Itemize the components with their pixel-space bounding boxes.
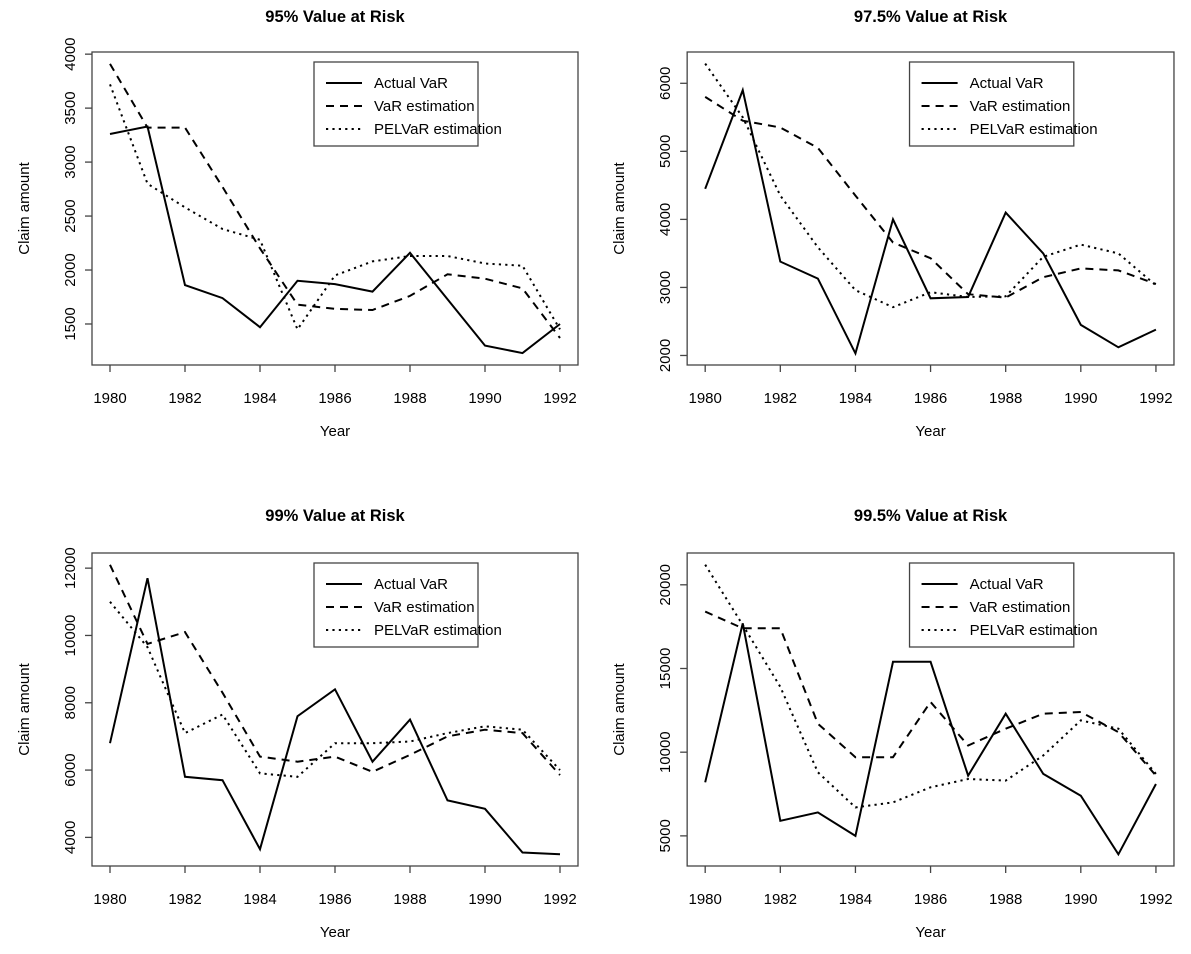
y-tick-label: 10000 [62, 614, 79, 657]
chart-panel-95-var [0, 0, 595, 477]
y-axis-title: Claim amount [611, 162, 629, 255]
y-tick-label: 4000 [62, 37, 79, 71]
x-tick-label: 1990 [468, 891, 502, 908]
legend-label: Actual VaR [374, 576, 448, 593]
y-tick-label: 3000 [657, 270, 675, 305]
chart-95-var [0, 0, 595, 477]
y-tick-label: 12000 [62, 547, 79, 590]
x-tick-label: 1988 [393, 891, 427, 908]
y-tick-label: 2000 [657, 338, 675, 373]
chart-title: 97.5% Value at Risk [853, 8, 1008, 26]
y-tick-label: 1500 [62, 307, 79, 341]
legend-label: VaR estimation [374, 599, 475, 616]
legend-label: PELVaR estimation [969, 622, 1098, 639]
y-axis-title: Claim amount [16, 162, 33, 255]
chart-panel-99-var [0, 477, 595, 954]
chart-panel-97-5-var [595, 0, 1191, 477]
y-tick-label: 3000 [62, 145, 79, 179]
x-axis-title: Year [915, 423, 946, 440]
chart-99-5-var [595, 477, 1191, 954]
x-tick-label: 1986 [913, 891, 948, 908]
x-tick-label: 1990 [468, 390, 502, 407]
x-tick-label: 1988 [988, 891, 1023, 908]
series-line-actual-var [705, 623, 1156, 854]
series-line-actual-var [110, 127, 560, 354]
x-tick-label: 1984 [838, 891, 873, 908]
chart-title: 95% Value at Risk [265, 8, 405, 26]
y-tick-label: 2000 [62, 253, 79, 287]
y-tick-label: 3500 [62, 91, 79, 125]
y-tick-label: 15000 [657, 647, 675, 690]
y-axis-title: Claim amount [611, 663, 629, 756]
x-tick-label: 1990 [1064, 891, 1098, 908]
y-tick-label: 2500 [62, 199, 79, 233]
y-tick-label: 10000 [657, 731, 675, 774]
x-tick-label: 1980 [93, 390, 127, 407]
x-tick-label: 1984 [243, 390, 277, 407]
x-tick-label: 1990 [1064, 390, 1098, 407]
x-tick-label: 1980 [688, 891, 722, 908]
legend-label: VaR estimation [969, 98, 1071, 115]
legend-label: PELVaR estimation [969, 121, 1098, 138]
legend-label: Actual VaR [969, 75, 1044, 92]
y-tick-label: 4000 [62, 820, 79, 855]
chart-panel-99-5-var [595, 477, 1191, 954]
x-tick-label: 1992 [543, 390, 577, 407]
x-tick-label: 1988 [393, 390, 427, 407]
legend-label: Actual VaR [969, 576, 1044, 593]
x-tick-label: 1986 [913, 390, 948, 407]
x-tick-label: 1992 [543, 891, 577, 908]
x-tick-label: 1980 [93, 891, 127, 908]
legend-label: VaR estimation [374, 98, 475, 115]
legend-label: Actual VaR [374, 75, 448, 92]
x-axis-title: Year [319, 423, 351, 440]
legend-label: VaR estimation [969, 599, 1071, 616]
y-tick-label: 8000 [62, 686, 79, 720]
x-tick-label: 1980 [688, 390, 722, 407]
x-tick-label: 1984 [243, 891, 277, 908]
x-tick-label: 1986 [318, 891, 352, 908]
x-tick-label: 1986 [318, 390, 352, 407]
chart-title: 99.5% Value at Risk [853, 507, 1008, 525]
legend-label: PELVaR estimation [374, 121, 502, 138]
y-tick-label: 6000 [657, 66, 675, 100]
x-tick-label: 1984 [838, 390, 873, 407]
y-tick-label: 5000 [657, 819, 675, 853]
x-tick-label: 1982 [763, 891, 798, 908]
x-axis-title: Year [915, 924, 946, 941]
x-tick-label: 1982 [168, 390, 202, 407]
x-axis-title: Year [319, 924, 351, 941]
x-tick-label: 1982 [763, 390, 798, 407]
y-tick-label: 6000 [62, 753, 79, 787]
y-axis-title: Claim amount [16, 663, 33, 756]
x-tick-label: 1982 [168, 891, 202, 908]
x-tick-label: 1992 [1139, 891, 1173, 908]
x-tick-label: 1988 [988, 390, 1023, 407]
legend-label: PELVaR estimation [374, 622, 502, 639]
y-tick-label: 20000 [657, 563, 675, 606]
x-tick-label: 1992 [1139, 390, 1173, 407]
chart-title: 99% Value at Risk [265, 507, 405, 525]
y-tick-label: 4000 [657, 202, 675, 237]
chart-97-5-var [595, 0, 1191, 477]
y-tick-label: 5000 [657, 134, 675, 169]
chart-99-var [0, 477, 595, 954]
